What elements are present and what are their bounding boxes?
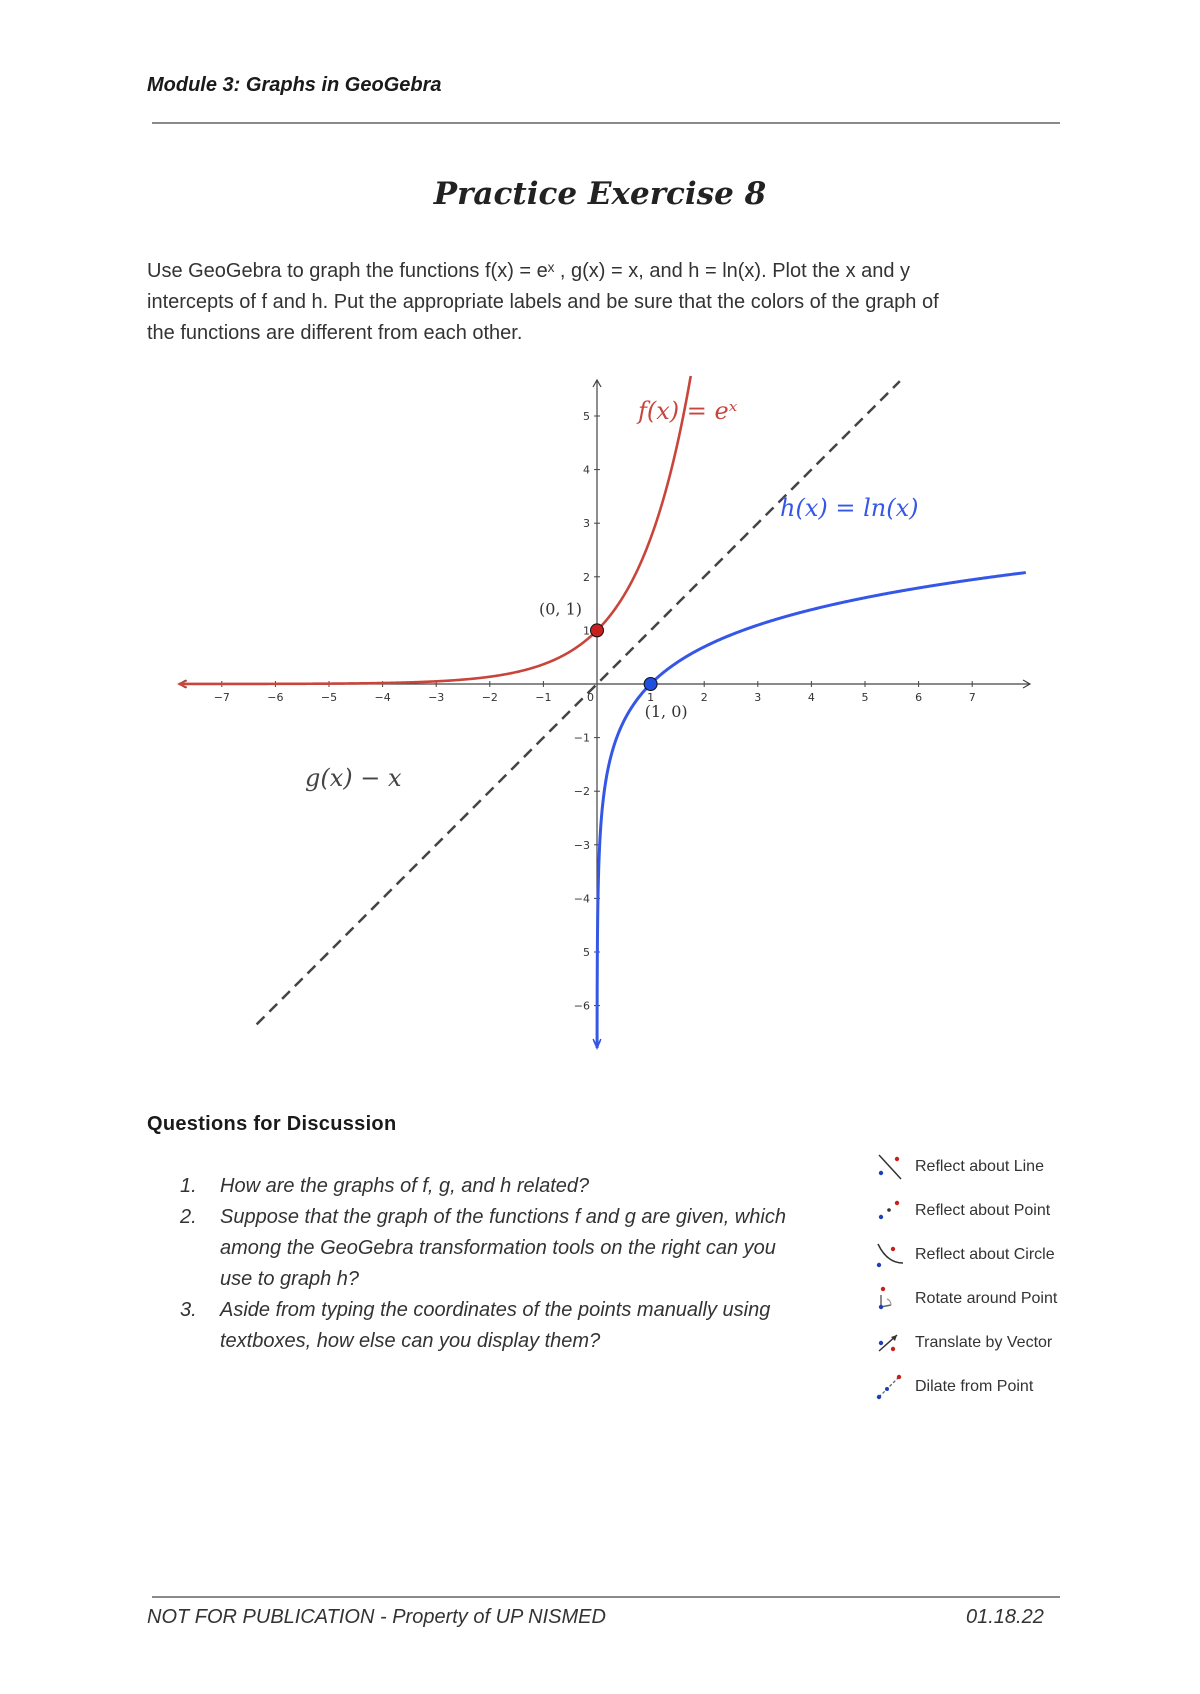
series-g-label: g(x) − x [305, 764, 402, 792]
y-tick-label: 1 [583, 624, 590, 638]
question-item [180, 1171, 870, 1202]
intercept-point [591, 624, 604, 637]
x-tick-label: −2 [481, 691, 498, 704]
x-tick-label: 2 [700, 691, 708, 704]
x-tick-label: 1 [647, 691, 655, 704]
origin-label: 0 [587, 691, 594, 704]
questions-list [180, 1171, 870, 1357]
question-number: 1. [180, 1175, 197, 1197]
tool-label: Reflect about Line [915, 1158, 1044, 1175]
question-item [180, 1295, 870, 1357]
reflect-circle-icon [873, 1239, 905, 1271]
translate-vector-icon [873, 1327, 905, 1359]
rotate-point-icon [873, 1283, 905, 1315]
tool-label: Reflect about Circle [915, 1246, 1055, 1263]
series-f-label: f(x) = eˣ [638, 397, 738, 425]
y-tick-label: −6 [573, 999, 590, 1013]
x-tick-label: 6 [915, 691, 923, 704]
footer-date: 01.18.22 [966, 1606, 1044, 1628]
tool-label: Reflect about Point [915, 1202, 1051, 1219]
question-number: 3. [180, 1299, 197, 1321]
header-divider [152, 122, 1060, 124]
reflect-line-icon [873, 1151, 905, 1183]
series-h-line [597, 573, 1026, 1048]
x-tick-label: 4 [807, 691, 815, 704]
reflect-point-icon [873, 1195, 905, 1227]
module-title: Module 3: Graphs in GeoGebra [147, 74, 442, 96]
series-h-label: h(x) = ln(x) [780, 494, 919, 522]
y-tick-label: −2 [573, 785, 590, 799]
x-tick-label: 5 [861, 691, 869, 704]
question-text: textboxes, how else can you display them? [220, 1330, 601, 1352]
y-tick-label: −3 [573, 838, 590, 852]
tool-dilate-from-point[interactable] [873, 1365, 1073, 1409]
x-tick-label: −1 [535, 691, 552, 704]
transformation-tools-panel [873, 1145, 1073, 1409]
question-text: among the GeoGebra transformation tools on the right can you [220, 1237, 776, 1259]
y-tick-label: 5 [583, 410, 590, 423]
footer-divider [152, 1596, 1060, 1598]
instructions-line: the functions are different from each other. [147, 322, 523, 344]
series-g-line [257, 381, 900, 1024]
question-text: use to graph h? [220, 1268, 359, 1290]
questions-heading: Questions for Discussion [147, 1113, 397, 1135]
intercept-label: (0, 1) [539, 599, 583, 619]
y-tick-label: 2 [583, 570, 590, 584]
instructions-line: Use GeoGebra to graph the functions f(x) = eˣ , g(x) = x, and h = ln(x). Plot the x and y [147, 260, 911, 282]
x-tick-label: −4 [374, 691, 391, 704]
question-text: How are the graphs of f, g, and h related? [220, 1175, 590, 1197]
footer-notice: NOT FOR PUBLICATION - Property of UP NISMED [147, 1606, 606, 1628]
x-tick-label: −7 [213, 691, 230, 704]
tool-reflect-about-line[interactable] [873, 1145, 1073, 1189]
y-tick-label: −1 [573, 731, 590, 745]
x-tick-label: −6 [267, 691, 284, 704]
y-tick-label: 5 [583, 946, 590, 959]
question-item [180, 1202, 870, 1295]
intercept-label: (1, 0) [644, 702, 688, 721]
y-tick-label: 3 [583, 517, 590, 531]
tool-label: Rotate around Point [915, 1290, 1058, 1307]
tool-translate-by-vector[interactable] [873, 1321, 1073, 1365]
dilate-point-icon [873, 1371, 905, 1403]
x-tick-label: −3 [428, 691, 445, 704]
exercise-title: Practice Exercise 8 [433, 176, 767, 212]
question-text: Aside from typing the coordinates of the points manually using [220, 1299, 771, 1321]
y-tick-label: −4 [573, 892, 590, 906]
tool-reflect-about-point[interactable] [873, 1189, 1073, 1233]
x-tick-label: 7 [968, 691, 976, 704]
intercept-point [644, 678, 657, 691]
series-f-line [179, 376, 691, 684]
instructions [147, 256, 1047, 349]
x-tick-label: −5 [320, 691, 338, 704]
tool-reflect-about-circle[interactable] [873, 1233, 1073, 1277]
function-graph [160, 372, 1040, 1052]
tool-rotate-around-point[interactable] [873, 1277, 1073, 1321]
x-tick-label: 3 [754, 691, 762, 704]
question-number: 2. [180, 1206, 197, 1228]
instructions-line: intercepts of f and h. Put the appropriate labels and be sure that the colors of the graph of [147, 291, 939, 313]
y-tick-label: 4 [583, 463, 590, 477]
question-text: Suppose that the graph of the functions f and g are given, which [220, 1206, 786, 1228]
tool-label: Dilate from Point [915, 1378, 1034, 1395]
tool-label: Translate by Vector [915, 1334, 1053, 1351]
